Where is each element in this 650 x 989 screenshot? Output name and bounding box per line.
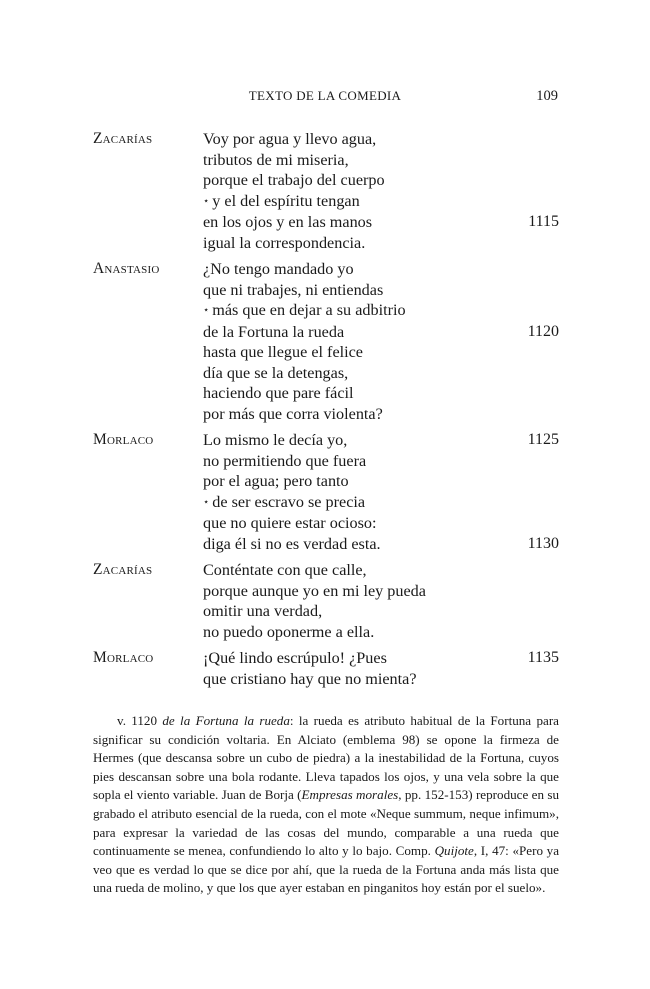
verse-line bbox=[203, 581, 559, 602]
verse-line-text: porque aunque yo en mi ley pueda bbox=[203, 581, 426, 600]
verse-line-text: y el del espíritu tengan bbox=[212, 191, 360, 210]
footnote-work-title: Empresas morales bbox=[301, 787, 399, 803]
footnote-ref: v. 1120 bbox=[117, 713, 158, 728]
line-number: 1130 bbox=[527, 534, 559, 552]
speaker-name: Zacarías bbox=[93, 130, 153, 147]
verse-line bbox=[203, 622, 559, 643]
verse-line-text: Lo mismo le decía yo, bbox=[203, 431, 348, 449]
speaker-name: Anastasio bbox=[93, 260, 160, 277]
verse-line-text: que no quiere estar ocioso: bbox=[203, 514, 377, 532]
verse-line bbox=[203, 191, 559, 213]
annotation-star-icon: ⋆ bbox=[203, 195, 210, 207]
line-number: 1125 bbox=[527, 431, 559, 448]
verse-line-text: que ni trabajes, ni entiendas bbox=[203, 280, 384, 299]
verse-line-text: porque el trabajo del cuerpo bbox=[203, 171, 385, 189]
verse-line bbox=[203, 342, 559, 363]
verse-line-text: que cristiano hay que no mienta? bbox=[203, 669, 417, 688]
verse-line-text: tributos de mi miseria, bbox=[203, 150, 349, 169]
verse-line bbox=[203, 513, 559, 534]
verse-line bbox=[203, 471, 559, 492]
footnote-work-title: Quijote bbox=[434, 843, 474, 859]
verse-line bbox=[203, 129, 559, 150]
verse-line bbox=[203, 669, 559, 690]
verse-line bbox=[203, 363, 559, 384]
line-number: 1115 bbox=[528, 213, 559, 230]
speaker-name: Morlaco bbox=[93, 649, 154, 666]
speech-block bbox=[93, 129, 559, 253]
line-number: 1135 bbox=[527, 649, 559, 666]
running-head bbox=[0, 86, 650, 106]
verse-line bbox=[203, 492, 559, 514]
verse-line-text: de ser escravo se precia bbox=[212, 492, 366, 511]
verse-line-text: Conténtate con que calle, bbox=[203, 561, 367, 579]
verse-line-text: Voy por agua y llevo agua, bbox=[203, 130, 377, 148]
verse-line-text: ¡Qué lindo escrúpulo! ¿Pues bbox=[203, 649, 387, 667]
verse-line bbox=[203, 383, 559, 404]
speech-block bbox=[93, 560, 559, 642]
verse-line bbox=[203, 404, 559, 425]
verse-text bbox=[93, 129, 559, 695]
verse-line bbox=[203, 233, 559, 254]
verse-line bbox=[203, 150, 559, 171]
verse-line-text: hasta que llegue el felice bbox=[203, 343, 363, 361]
verse-line bbox=[203, 259, 559, 280]
verse-line bbox=[203, 280, 559, 301]
verse-line-text: en los ojos y en las manos bbox=[203, 213, 373, 231]
verse-line bbox=[203, 560, 559, 581]
annotation-star-icon: ⋆ bbox=[203, 496, 210, 508]
annotation-star-icon: ⋆ bbox=[203, 305, 210, 316]
line-number: 1120 bbox=[527, 322, 559, 340]
verse-line-text: por el agua; pero tanto bbox=[203, 472, 349, 490]
page-number: 109 bbox=[536, 88, 558, 104]
footnote bbox=[93, 712, 559, 898]
verse-line-text: más que en dejar a su adbitrio bbox=[212, 301, 406, 319]
verse-line bbox=[203, 300, 559, 322]
verse-line bbox=[203, 170, 559, 191]
footnote-lemma: de la Fortuna la rueda bbox=[162, 713, 290, 728]
verse-line bbox=[203, 451, 559, 472]
footnote-paragraph: v. 1120 de la Fortuna la rueda: la rueda es atributo habitual de la Fortuna para significar su condición voltaria. En Alciato (emblema 98) se opone la firmeza de Hermes (que descansa sobre un cubo de piedra) a la inestabilidad de la Fortuna, cuyos pies descansan sobre una bola rodante. Lleva tapados los ojos, y una vela sobre la que sopla el viento variable. Juan de Borja (Empresas morales, pp. 152-153) reproduce en su grabado el atributo esencial de la rueda, con el mote «Neque summum, neque infimum», para expresar la variedad de las cosas del mundo, comparable a una rueda que continuamente se menea, confundiendo lo alto y lo bajo. Comp. Quijote, I, 47: «Pero ya veo que es verdad lo que se dice por ahí, que la rueda de la Fortuna anda más lista que una rueda de molino, y que los que ayer estaban en pinganitos hoy están por el suelo». bbox=[93, 713, 560, 896]
speech-block bbox=[93, 430, 559, 554]
speaker-name: Zacarías bbox=[93, 561, 153, 578]
verse-line bbox=[203, 534, 559, 555]
verse-line-text: no puedo oponerme a ella. bbox=[203, 622, 375, 641]
verse-line-text: omitir una verdad, bbox=[203, 602, 323, 620]
running-title: TEXTO DE LA COMEDIA bbox=[248, 88, 402, 103]
verse-line-text: día que se la detengas, bbox=[203, 363, 349, 382]
speech-block bbox=[93, 259, 559, 424]
verse-line bbox=[203, 648, 559, 669]
verse-line bbox=[203, 430, 559, 451]
verse-line bbox=[203, 212, 559, 233]
verse-line-text: por más que corra violenta? bbox=[203, 404, 383, 423]
verse-line-text: no permitiendo que fuera bbox=[203, 451, 367, 470]
verse-line-text: de la Fortuna la rueda bbox=[203, 322, 345, 341]
verse-line-text: diga él si no es verdad esta. bbox=[203, 534, 381, 553]
speech-block bbox=[93, 648, 559, 689]
verse-line-text: haciendo que pare fácil bbox=[203, 384, 354, 402]
verse-line bbox=[203, 322, 559, 343]
speaker-name: Morlaco bbox=[93, 431, 154, 448]
verse-line-text: igual la correspondencia. bbox=[203, 233, 366, 252]
verse-line bbox=[203, 601, 559, 622]
verse-line-text: ¿No tengo mandado yo bbox=[203, 260, 354, 278]
